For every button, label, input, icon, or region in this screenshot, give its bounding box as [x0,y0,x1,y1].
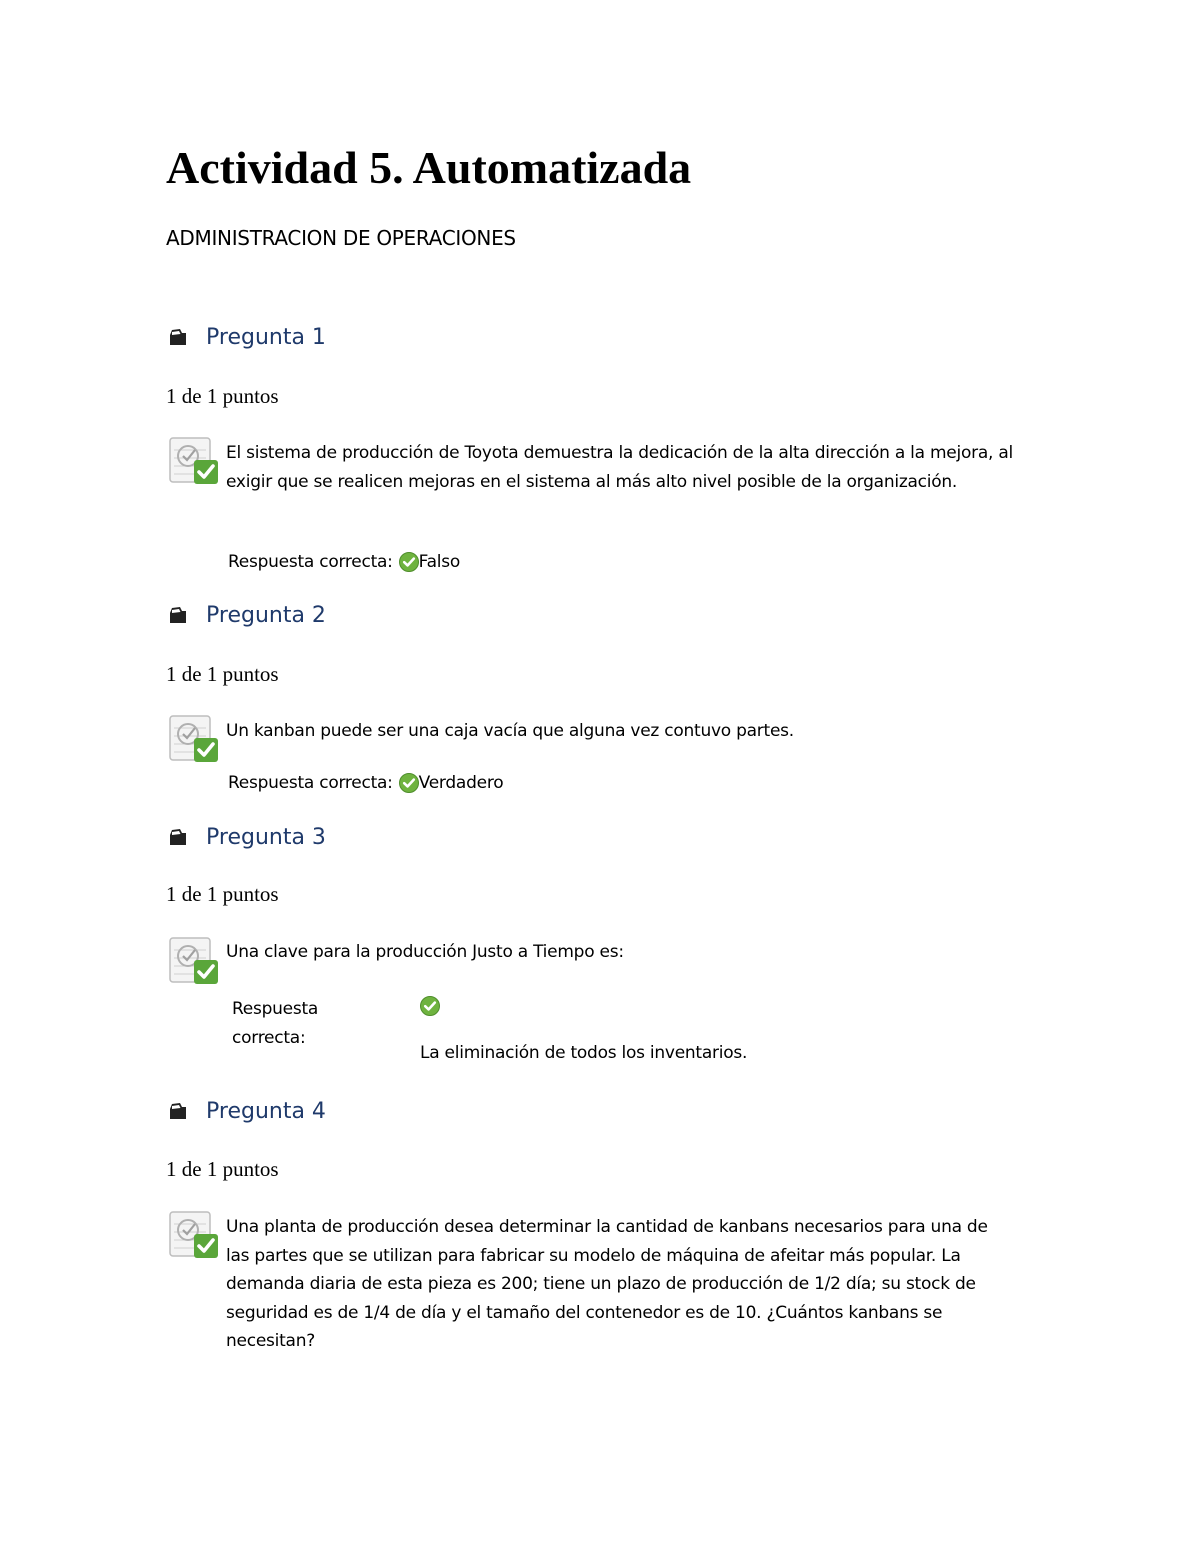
check-circle-icon [399,552,419,572]
document-subtitle: ADMINISTRACION DE OPERACIONES [166,226,516,250]
flag-icon [168,605,188,625]
question-3-text: Una clave para la producción Justo a Tiempo es: [226,942,624,962]
question-4-title: Pregunta 4 [206,1098,326,1124]
question-4-points: 1 de 1 puntos [166,1157,279,1181]
question-3-points: 1 de 1 puntos [166,882,279,906]
question-3-answer-value: La eliminación de todos los inventarios. [420,1043,748,1063]
answered-correct-icon [168,714,220,766]
flag-icon [168,327,188,347]
question-3-title: Pregunta 3 [206,824,326,850]
answer-value: Verdadero [418,773,504,793]
answered-correct-icon [168,436,220,488]
question-3-answer-label: Respuesta correcta: [232,999,319,1048]
question-1-text: El sistema de producción de Toyota demuestra la dedicación de la alta dirección a la mejora, al exigir que se realicen mejoras en el sistema al más alto nivel posible de la organización. [226,443,1013,492]
answer-label: Respuesta correcta: [228,773,393,793]
question-1-points: 1 de 1 puntos [166,384,279,408]
question-4-text: Una planta de producción desea determinar la cantidad de kanbans necesarios para una de las partes que se utilizan para fabricar su modelo de máquina de afeitar más popular. La demanda diaria de esta pieza es 200; tiene un plazo de producción de 1/2 día; su stock de seguridad es de 1/4 de día y el tamaño del contenedor es de 10. ¿Cuántos kanbans se necesitan? [226,1217,988,1351]
check-circle-icon [399,773,419,793]
question-2-text: Un kanban puede ser una caja vacía que alguna vez contuvo partes. [226,721,794,741]
answered-correct-icon [168,936,220,988]
question-2-answer [228,770,503,796]
answer-label: Respuesta correcta: [228,552,393,572]
document-title: Actividad 5. Automatizada [166,142,692,193]
question-2-heading [168,598,326,632]
question-1-title: Pregunta 1 [206,324,326,350]
flag-icon [168,1101,188,1121]
question-4-heading [168,1094,326,1128]
check-circle-icon [420,996,440,1016]
question-2-points: 1 de 1 puntos [166,662,279,686]
answer-value: Falso [418,552,461,572]
flag-icon [168,827,188,847]
question-2-title: Pregunta 2 [206,602,326,628]
question-3-heading [168,820,326,854]
question-1-answer [228,549,460,575]
answered-correct-icon [168,1210,220,1262]
question-1-heading [168,320,326,354]
